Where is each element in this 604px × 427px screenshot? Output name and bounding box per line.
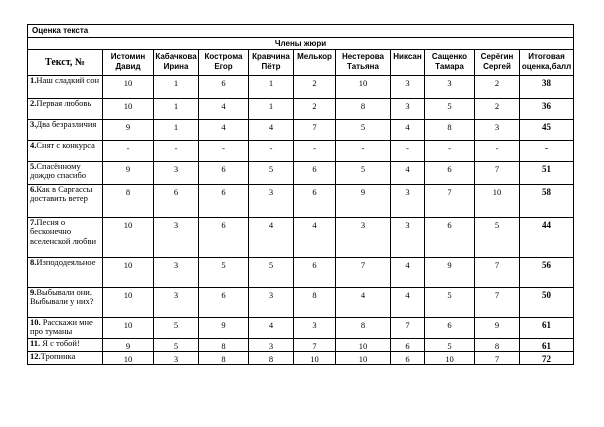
song-title-cell — [28, 288, 103, 318]
juror-firstname: Татьяна — [347, 62, 379, 71]
score-cell: 7 — [336, 258, 391, 288]
score-cell: 10 — [103, 318, 154, 339]
table-row — [28, 318, 574, 339]
juror-firstname: Ирина — [163, 62, 189, 71]
song-title-cell — [28, 141, 103, 162]
table-row — [28, 120, 574, 141]
score-cell: 5 — [249, 258, 294, 288]
score-cell: 3 — [154, 162, 199, 185]
juror-firstname: Егор — [214, 62, 233, 71]
table-row — [28, 141, 574, 162]
score-cell: 8 — [199, 352, 249, 365]
entry-number: 8. — [30, 257, 37, 267]
song-title: Песня о бесконечно вселенской любви — [30, 217, 97, 246]
total-cell: 61 — [520, 318, 574, 339]
score-cell: 10 — [103, 99, 154, 120]
total-cell: 45 — [520, 120, 574, 141]
score-cell: 3 — [154, 288, 199, 318]
song-title: Выбывали они. Выбывали у них? — [30, 287, 94, 307]
score-table — [27, 24, 574, 365]
song-title: Расскажи мне про туманы — [30, 317, 93, 337]
song-title: Снят с конкурса — [36, 140, 95, 150]
total-cell: 50 — [520, 288, 574, 318]
score-cell: 6 — [294, 258, 336, 288]
juror-firstname: Давид — [115, 62, 141, 71]
score-cell: 3 — [249, 288, 294, 318]
table-row — [28, 339, 574, 352]
score-cell: 3 — [391, 185, 425, 218]
juror-header — [103, 50, 154, 76]
score-cell: 6 — [425, 218, 475, 258]
score-cell: 7 — [475, 162, 520, 185]
total-cell: 58 — [520, 185, 574, 218]
table-row — [28, 288, 574, 318]
score-cell: 2 — [294, 99, 336, 120]
score-cell: 4 — [336, 288, 391, 318]
score-cell: 10 — [103, 258, 154, 288]
score-cell: 4 — [249, 318, 294, 339]
juror-header — [199, 50, 249, 76]
entry-number: 1. — [30, 75, 37, 85]
score-cell: 2 — [475, 99, 520, 120]
total-cell: 61 — [520, 339, 574, 352]
score-cell: - — [336, 141, 391, 162]
score-cell: 5 — [425, 99, 475, 120]
song-title: Я с тобой! — [40, 338, 80, 348]
song-title: Наш сладкий сон — [36, 75, 99, 85]
score-cell: 3 — [154, 352, 199, 365]
juror-surname: Истомин — [110, 52, 146, 61]
score-cell: 6 — [425, 318, 475, 339]
total-cell: 56 — [520, 258, 574, 288]
song-title-cell — [28, 185, 103, 218]
score-cell: 10 — [336, 352, 391, 365]
juror-surname: Кравчина — [252, 52, 290, 61]
score-cell: 9 — [475, 318, 520, 339]
title-row — [28, 25, 574, 38]
score-cell: - — [294, 141, 336, 162]
score-cell: 10 — [103, 76, 154, 99]
score-cell: 10 — [294, 352, 336, 365]
song-title-cell — [28, 258, 103, 288]
score-cell: 8 — [103, 185, 154, 218]
score-cell: 1 — [249, 76, 294, 99]
score-cell: 6 — [199, 185, 249, 218]
total-cell: 38 — [520, 76, 574, 99]
table-row — [28, 162, 574, 185]
score-cell: 8 — [336, 318, 391, 339]
score-sheet — [27, 24, 574, 365]
score-cell: 3 — [391, 99, 425, 120]
score-cell: 3 — [475, 120, 520, 141]
score-cell: 10 — [103, 218, 154, 258]
text-column-header: Текст, № — [28, 50, 103, 76]
juror-header — [154, 50, 199, 76]
song-title: Спасённому дождю спасибо — [30, 161, 87, 181]
score-cell: 4 — [391, 162, 425, 185]
juror-header — [249, 50, 294, 76]
score-cell: - — [425, 141, 475, 162]
juror-firstname: Тамара — [435, 62, 464, 71]
juror-firstname: Сергей — [483, 62, 511, 71]
score-cell: 7 — [391, 318, 425, 339]
entry-number: 2. — [30, 98, 37, 108]
table-row — [28, 76, 574, 99]
jury-row — [28, 38, 574, 50]
score-cell: 3 — [249, 185, 294, 218]
score-cell: 6 — [154, 185, 199, 218]
score-cell: 7 — [475, 288, 520, 318]
score-cell: 5 — [336, 120, 391, 141]
score-cell: 10 — [475, 185, 520, 218]
score-cell: 5 — [425, 339, 475, 352]
score-cell: 4 — [249, 218, 294, 258]
score-cell: 5 — [336, 162, 391, 185]
score-cell: 8 — [336, 99, 391, 120]
score-cell: 4 — [249, 120, 294, 141]
table-title: Оценка текста — [28, 25, 574, 38]
score-cell: - — [249, 141, 294, 162]
entry-number: 6. — [30, 184, 37, 194]
score-cell: 7 — [294, 120, 336, 141]
score-cell: - — [475, 141, 520, 162]
total-column-header: Итоговая оценка,балл — [520, 50, 574, 76]
score-cell: 8 — [425, 120, 475, 141]
score-cell: 3 — [249, 339, 294, 352]
score-cell: - — [154, 141, 199, 162]
header-row — [28, 50, 574, 76]
score-cell: 10 — [103, 352, 154, 365]
score-cell: 3 — [391, 76, 425, 99]
song-title: Первая любовь — [36, 98, 92, 108]
score-cell: 3 — [294, 318, 336, 339]
juror-header — [391, 50, 425, 76]
score-cell: 1 — [249, 99, 294, 120]
song-title-cell — [28, 339, 103, 352]
score-cell: 4 — [391, 288, 425, 318]
score-cell: 4 — [199, 120, 249, 141]
score-cell: 5 — [475, 218, 520, 258]
score-cell: - — [391, 141, 425, 162]
song-title-cell — [28, 99, 103, 120]
score-cell: 5 — [154, 318, 199, 339]
score-cell: 9 — [199, 318, 249, 339]
score-cell: 10 — [336, 339, 391, 352]
entry-number: 12. — [30, 351, 41, 361]
score-cell: 8 — [249, 352, 294, 365]
score-cell: 8 — [199, 339, 249, 352]
juror-surname: Мелькор — [297, 52, 332, 61]
song-title: Изпододеяльное — [36, 257, 96, 267]
score-cell: 6 — [391, 339, 425, 352]
juror-header — [475, 50, 520, 76]
score-cell: 2 — [294, 76, 336, 99]
score-cell: 9 — [103, 120, 154, 141]
score-cell: 3 — [425, 76, 475, 99]
score-cell: 3 — [336, 218, 391, 258]
entry-number: 9. — [30, 287, 37, 297]
table-row — [28, 99, 574, 120]
juror-surname: Кабачкова — [155, 52, 197, 61]
total-cell: 51 — [520, 162, 574, 185]
juror-header — [425, 50, 475, 76]
entry-number: 4. — [30, 140, 37, 150]
score-cell: 2 — [475, 76, 520, 99]
score-cell: 9 — [425, 258, 475, 288]
total-cell: 72 — [520, 352, 574, 365]
entry-number: 3. — [30, 119, 37, 129]
score-cell: - — [199, 141, 249, 162]
juror-header — [336, 50, 391, 76]
score-cell: 6 — [199, 162, 249, 185]
score-cell: 9 — [103, 162, 154, 185]
score-cell: 6 — [391, 352, 425, 365]
score-cell: 4 — [199, 99, 249, 120]
score-cell: 6 — [425, 162, 475, 185]
score-cell: 9 — [336, 185, 391, 218]
song-title: Тропинка — [40, 351, 76, 361]
score-cell: 5 — [199, 258, 249, 288]
song-title-cell — [28, 162, 103, 185]
score-cell: 10 — [425, 352, 475, 365]
score-cell: 5 — [249, 162, 294, 185]
score-cell: 5 — [425, 288, 475, 318]
score-cell: - — [103, 141, 154, 162]
score-cell: 3 — [154, 218, 199, 258]
total-cell: - — [520, 141, 574, 162]
score-cell: 4 — [391, 120, 425, 141]
score-cell: 1 — [154, 120, 199, 141]
score-cell: 6 — [199, 76, 249, 99]
score-cell: 4 — [294, 218, 336, 258]
juror-surname: Серёгин — [480, 52, 514, 61]
song-title-cell — [28, 76, 103, 99]
score-cell: 3 — [154, 258, 199, 288]
entry-number: 5. — [30, 161, 37, 171]
score-cell: 10 — [336, 76, 391, 99]
table-row — [28, 352, 574, 365]
score-cell: 8 — [475, 339, 520, 352]
song-title: Как в Саргассы доставить ветер — [30, 184, 93, 204]
table-row — [28, 218, 574, 258]
juror-surname: Никсан — [393, 52, 422, 61]
score-cell: 9 — [103, 339, 154, 352]
song-title-cell — [28, 120, 103, 141]
entry-number: 7. — [30, 217, 37, 227]
total-cell: 44 — [520, 218, 574, 258]
score-cell: 8 — [294, 288, 336, 318]
juror-surname: Нестерова — [342, 52, 384, 61]
juror-header — [294, 50, 336, 76]
table-row — [28, 258, 574, 288]
score-cell: 6 — [294, 162, 336, 185]
table-row — [28, 185, 574, 218]
score-cell: 3 — [391, 218, 425, 258]
entry-number: 10. — [30, 317, 41, 327]
juror-surname: Сащенко — [431, 52, 468, 61]
jury-header: Члены жюри — [28, 38, 574, 50]
entry-number: 11. — [30, 338, 41, 348]
score-cell: 4 — [391, 258, 425, 288]
score-cell: 7 — [475, 352, 520, 365]
juror-firstname: Пётр — [261, 62, 281, 71]
song-title-cell — [28, 318, 103, 339]
score-cell: 10 — [103, 288, 154, 318]
song-title: Два безразличия — [36, 119, 97, 129]
song-title-cell — [28, 352, 103, 365]
score-cell: 1 — [154, 99, 199, 120]
score-cell: 6 — [199, 288, 249, 318]
score-cell: 6 — [294, 185, 336, 218]
score-cell: 5 — [154, 339, 199, 352]
score-cell: 6 — [199, 218, 249, 258]
score-cell: 7 — [425, 185, 475, 218]
score-cell: 7 — [475, 258, 520, 288]
score-cell: 1 — [154, 76, 199, 99]
song-title-cell — [28, 218, 103, 258]
score-cell: 7 — [294, 339, 336, 352]
total-cell: 36 — [520, 99, 574, 120]
juror-surname: Кострома — [204, 52, 243, 61]
